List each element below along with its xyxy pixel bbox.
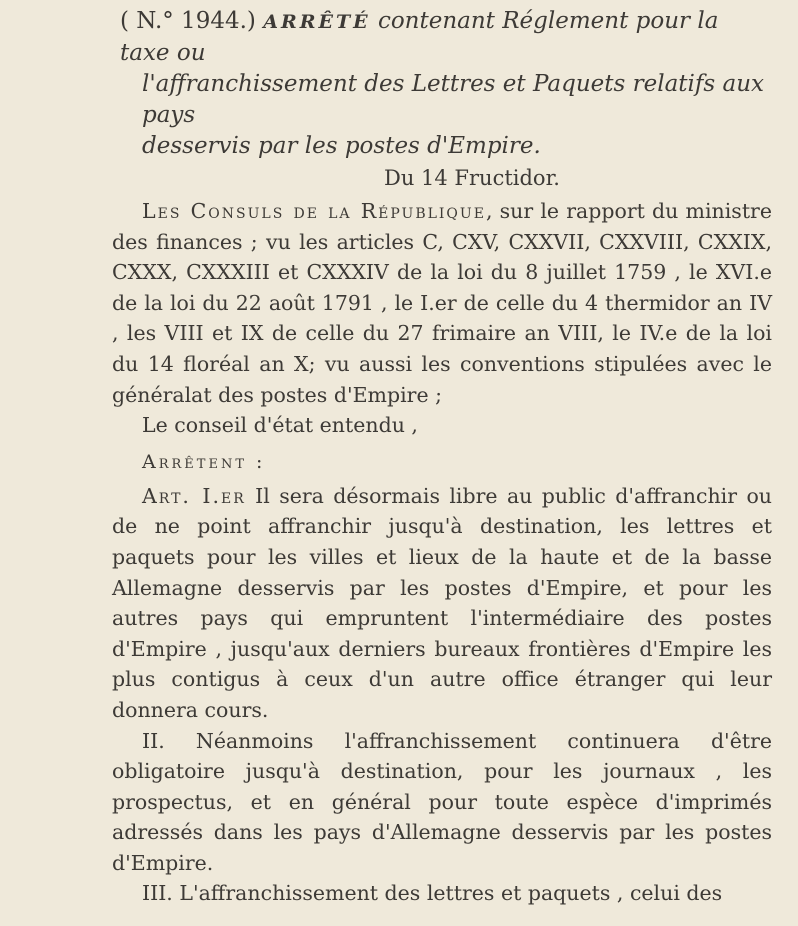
- article-1-text: Il sera désormais libre au public d'affranchir ou de ne point affranchir jusqu'à destination, les lettres et paquets pour les villes et lieux de la haute et de la basse Allemagne desservis par les postes d'Empire, et pour les autres pays qui empruntent l'intermédiaire des postes d'Empire , jusqu'aux derniers bureaux frontières d'Empire les plus contigus à ceux d'un autre office étranger qui leur donnera cours.: [112, 483, 772, 722]
- article-3-label: III.: [142, 881, 173, 906]
- decree-title-line-2: l'affranchissement des Lettres et Paquets relatifs aux pays: [142, 71, 765, 128]
- preamble-text: , sur le rapport du ministre des finances ; vu les articles C, CXV, CXXVII, CXXVIII, CXXIX, CXXX, CXXXIII et CXXXIV de la loi du 8 juillet 1759 , le XVI.e de la loi du 22 août 1791 , le I.er de celle du 4 thermidor an IV , les VIII et IX de celle du 27 frimaire an VIII, le IV.e de la loi du 14 floréal an X; vu aussi les conventions stipulées avec le généralat des postes d'Empire ;: [112, 199, 772, 407]
- article-2-label: II.: [142, 728, 165, 753]
- article-1-label: Art. I.er: [142, 483, 246, 508]
- decree-heading: [112, 6, 772, 162]
- decree-title-line-3: desservis par les postes d'Empire.: [142, 133, 541, 159]
- preamble-opening: Les Consuls de la République: [142, 199, 486, 223]
- article-2-text: Néanmoins l'affranchissement continuera d'être obligatoire jusqu'à destination, pour les journaux , les prospectus, et en général pour toute espèce d'imprimés adressés dans les pays d'Allemagne desservis par les postes d'Empire.: [112, 728, 772, 875]
- article-3: [112, 878, 772, 909]
- council-line: Le conseil d'état entendu ,: [142, 413, 418, 438]
- decree-number: ( N.° 1944.): [120, 8, 256, 34]
- preamble-paragraph: [112, 196, 772, 410]
- arretent-heading: Arrêtent :: [142, 450, 266, 473]
- article-2: [112, 726, 772, 879]
- article-1: [112, 481, 772, 726]
- decree-title-line-1: contenant Réglement pour la taxe ou: [120, 8, 719, 66]
- decree-type: ARRÊTÉ: [263, 11, 371, 33]
- decree-date: Du 14 Fructidor.: [384, 166, 560, 190]
- article-3-text: L'affranchissement des lettres et paquets , celui des: [172, 881, 723, 906]
